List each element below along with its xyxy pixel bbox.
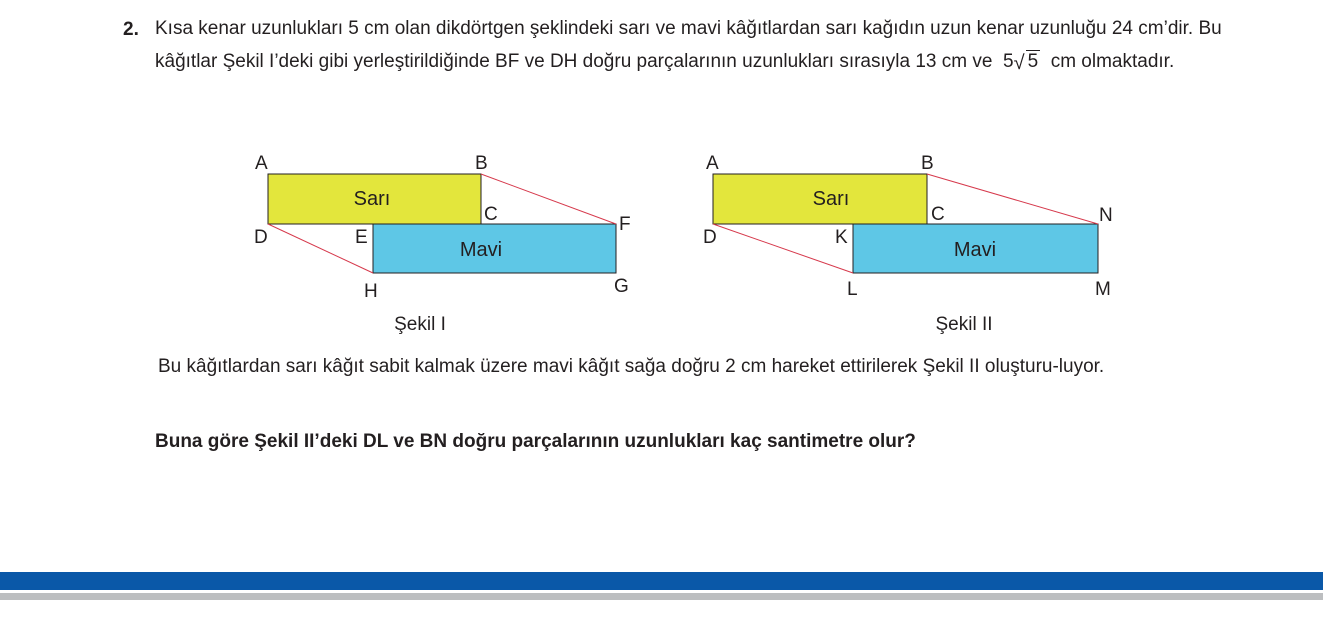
footer-blue-band: [0, 572, 1323, 590]
point-d: D: [254, 227, 268, 248]
footer-gray-band: [0, 593, 1323, 600]
point-m: M: [1095, 279, 1111, 300]
segment-bf: [481, 174, 616, 224]
point-l: L: [847, 279, 858, 300]
yellow-label: Sarı: [812, 188, 850, 210]
radical-sign: √: [1013, 52, 1025, 74]
question-prompt: Buna göre Şekil II’deki DL ve BN doğru parçalarının uzunlukları kaç santimetre olur?: [155, 431, 916, 452]
point-d: D: [703, 227, 717, 248]
intro-text: Kısa kenar uzunlukları 5 cm olan dikdörtgen şeklindeki sarı ve mavi kâğıtlardan sarı kağıdın uzun kenar uzunluğu 24 cm’dir. Bu kâğıtlar Şekil I’deki gibi yerleştirildiğinde BF ve DH doğru parçalarının uzunlukları sırasıyla 13 cm ve: [155, 18, 1222, 72]
point-a: A: [255, 153, 268, 174]
point-h: H: [364, 281, 378, 302]
sqrt-radicand: 5: [1027, 51, 1039, 72]
point-b: B: [921, 153, 934, 174]
point-e: E: [355, 227, 368, 248]
question-number: 2.: [123, 19, 139, 40]
point-n: N: [1099, 205, 1113, 226]
point-g: G: [614, 276, 629, 297]
figure-2-caption: Şekil II: [935, 314, 993, 335]
point-b: B: [475, 153, 488, 174]
yellow-label: Sarı: [353, 188, 391, 210]
point-c: C: [931, 204, 945, 225]
blue-label: Mavi: [459, 239, 503, 261]
segment-dl: [713, 224, 853, 273]
point-k: K: [835, 227, 848, 248]
sqrt-coefficient: 5: [1002, 51, 1014, 72]
point-a: A: [706, 153, 719, 174]
point-f: F: [619, 214, 631, 235]
intro-end-text: cm olmaktadır.: [1050, 51, 1175, 72]
segment-bn: [927, 174, 1098, 224]
question-paragraph-2: Bu kâğıtlardan sarı kâğıt sabit kalmak üzere mavi kâğıt sağa doğru 2 cm hareket ettirilerek Şekil II oluşturu-luyor.: [158, 356, 1105, 377]
blue-label: Mavi: [953, 239, 997, 261]
point-c: C: [484, 204, 498, 225]
figure-2: [703, 153, 1113, 335]
figure-1: [254, 153, 631, 335]
figure-1-caption: Şekil I: [394, 314, 446, 335]
